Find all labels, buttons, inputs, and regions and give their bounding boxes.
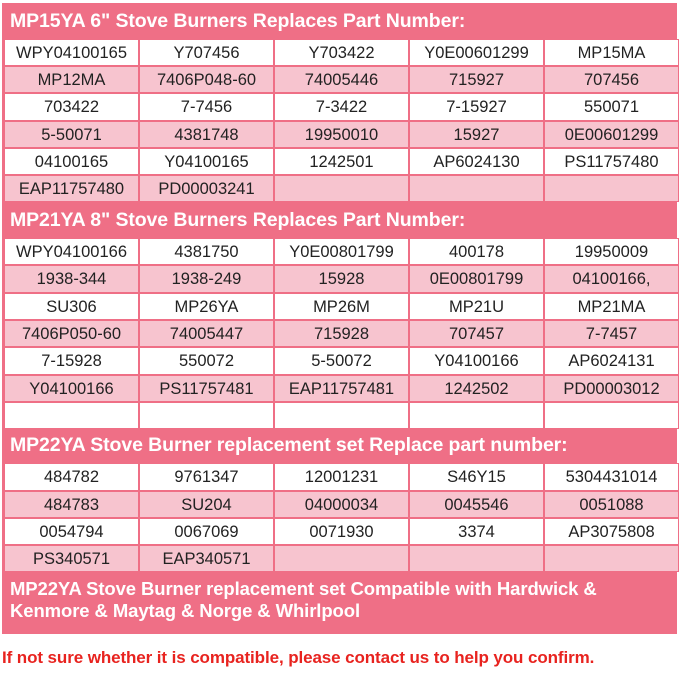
part-number-cell: 04000034 [274,491,409,518]
compatibility-chart [2,3,677,634]
part-number-cell: WPY04100166 [4,238,139,265]
part-number-cell: 0045546 [409,491,544,518]
part-number-cell [139,402,274,429]
part-number-cell [409,402,544,429]
part-number-cell: MP21U [409,293,544,320]
part-number-cell: 3374 [409,518,544,545]
part-number-cell: 550071 [544,93,679,120]
part-number-cell: PS11757480 [544,148,679,175]
part-number-cell: 7-15928 [4,347,139,374]
part-number-cell: 74005447 [139,320,274,347]
part-number-cell [4,402,139,429]
part-number-cell: 9761347 [139,463,274,490]
footer-notice: If not sure whether it is compatible, please contact us to help you confirm. [2,648,595,667]
part-number-cell: Y0E00601299 [409,39,544,66]
part-number-cell: 1938-249 [139,265,274,292]
part-number-cell: WPY04100165 [4,39,139,66]
part-number-cell: 74005446 [274,66,409,93]
part-number-cell: 19950009 [544,238,679,265]
part-number-cell [274,402,409,429]
part-number-cell: 12001231 [274,463,409,490]
part-number-cell: 707456 [544,66,679,93]
part-number-cell: PD00003241 [139,175,274,202]
part-number-cell: 5304431014 [544,463,679,490]
part-number-cell: 0051088 [544,491,679,518]
part-number-cell: SU306 [4,293,139,320]
part-number-cell [409,545,544,572]
part-number-cell: 1938-344 [4,265,139,292]
part-number-cell: 703422 [4,93,139,120]
part-number-cell: SU204 [139,491,274,518]
section-title-mp21ya: MP21YA 8" Stove Burners Replaces Part Number: [2,202,677,238]
part-number-cell [409,175,544,202]
part-number-cell: 5-50072 [274,347,409,374]
part-number-cell: 0054794 [4,518,139,545]
part-number-cell: AP6024130 [409,148,544,175]
part-number-cell: AP6024131 [544,347,679,374]
section-title-mp15ya: MP15YA 6" Stove Burners Replaces Part Number: [2,3,677,39]
part-number-cell: 715927 [409,66,544,93]
part-number-cell: Y04100166 [409,347,544,374]
part-number-cell: MP21MA [544,293,679,320]
part-number-cell: PD00003012 [544,375,679,402]
part-number-cell: PS340571 [4,545,139,572]
part-number-cell: MP12MA [4,66,139,93]
part-number-cell: 484783 [4,491,139,518]
part-number-cell: 4381748 [139,121,274,148]
part-number-cell: PS11757481 [139,375,274,402]
part-number-cell: 15928 [274,265,409,292]
part-number-cell: 0071930 [274,518,409,545]
part-number-cell: 7-7457 [544,320,679,347]
part-number-cell: 7406P050-60 [4,320,139,347]
part-number-cell: 4381750 [139,238,274,265]
part-number-cell: 550072 [139,347,274,374]
part-number-cell: 715928 [274,320,409,347]
part-number-cell: 0E00801799 [409,265,544,292]
part-number-cell: 7-7456 [139,93,274,120]
part-number-cell: 0067069 [139,518,274,545]
part-number-cell: 04100165 [4,148,139,175]
part-number-cell: EAP11757480 [4,175,139,202]
part-number-table-mp15ya [2,39,677,202]
part-number-cell: 7406P048-60 [139,66,274,93]
part-number-cell [544,402,679,429]
part-number-cell: 484782 [4,463,139,490]
part-number-cell: 19950010 [274,121,409,148]
part-number-cell: Y04100165 [139,148,274,175]
part-number-cell: 400178 [409,238,544,265]
part-number-cell: 1242501 [274,148,409,175]
part-number-cell: 04100166, [544,265,679,292]
part-number-cell: 707457 [409,320,544,347]
part-number-cell [544,175,679,202]
part-number-table-mp22ya [2,463,677,572]
part-number-cell [274,545,409,572]
part-number-cell: 5-50071 [4,121,139,148]
part-number-cell: 7-15927 [409,93,544,120]
part-number-cell: EAP11757481 [274,375,409,402]
part-number-cell: AP3075808 [544,518,679,545]
part-number-cell: S46Y15 [409,463,544,490]
part-number-cell: Y04100166 [4,375,139,402]
part-number-cell: Y707456 [139,39,274,66]
part-number-cell [544,545,679,572]
part-number-cell: 1242502 [409,375,544,402]
part-number-cell: EAP340571 [139,545,274,572]
part-number-cell: Y0E00801799 [274,238,409,265]
part-number-cell: 15927 [409,121,544,148]
part-number-cell: Y703422 [274,39,409,66]
part-number-cell: MP26YA [139,293,274,320]
part-number-cell [274,175,409,202]
part-number-cell: 7-3422 [274,93,409,120]
part-number-table-mp21ya [2,238,677,429]
part-number-cell: MP15MA [544,39,679,66]
part-number-cell: MP26M [274,293,409,320]
part-number-cell: 0E00601299 [544,121,679,148]
compatibility-banner: MP22YA Stove Burner replacement set Compatible with Hardwick & Kenmore & Maytag & Norge & Whirlpool [2,572,677,634]
section-title-mp22ya: MP22YA Stove Burner replacement set Replace part number: [2,429,677,463]
